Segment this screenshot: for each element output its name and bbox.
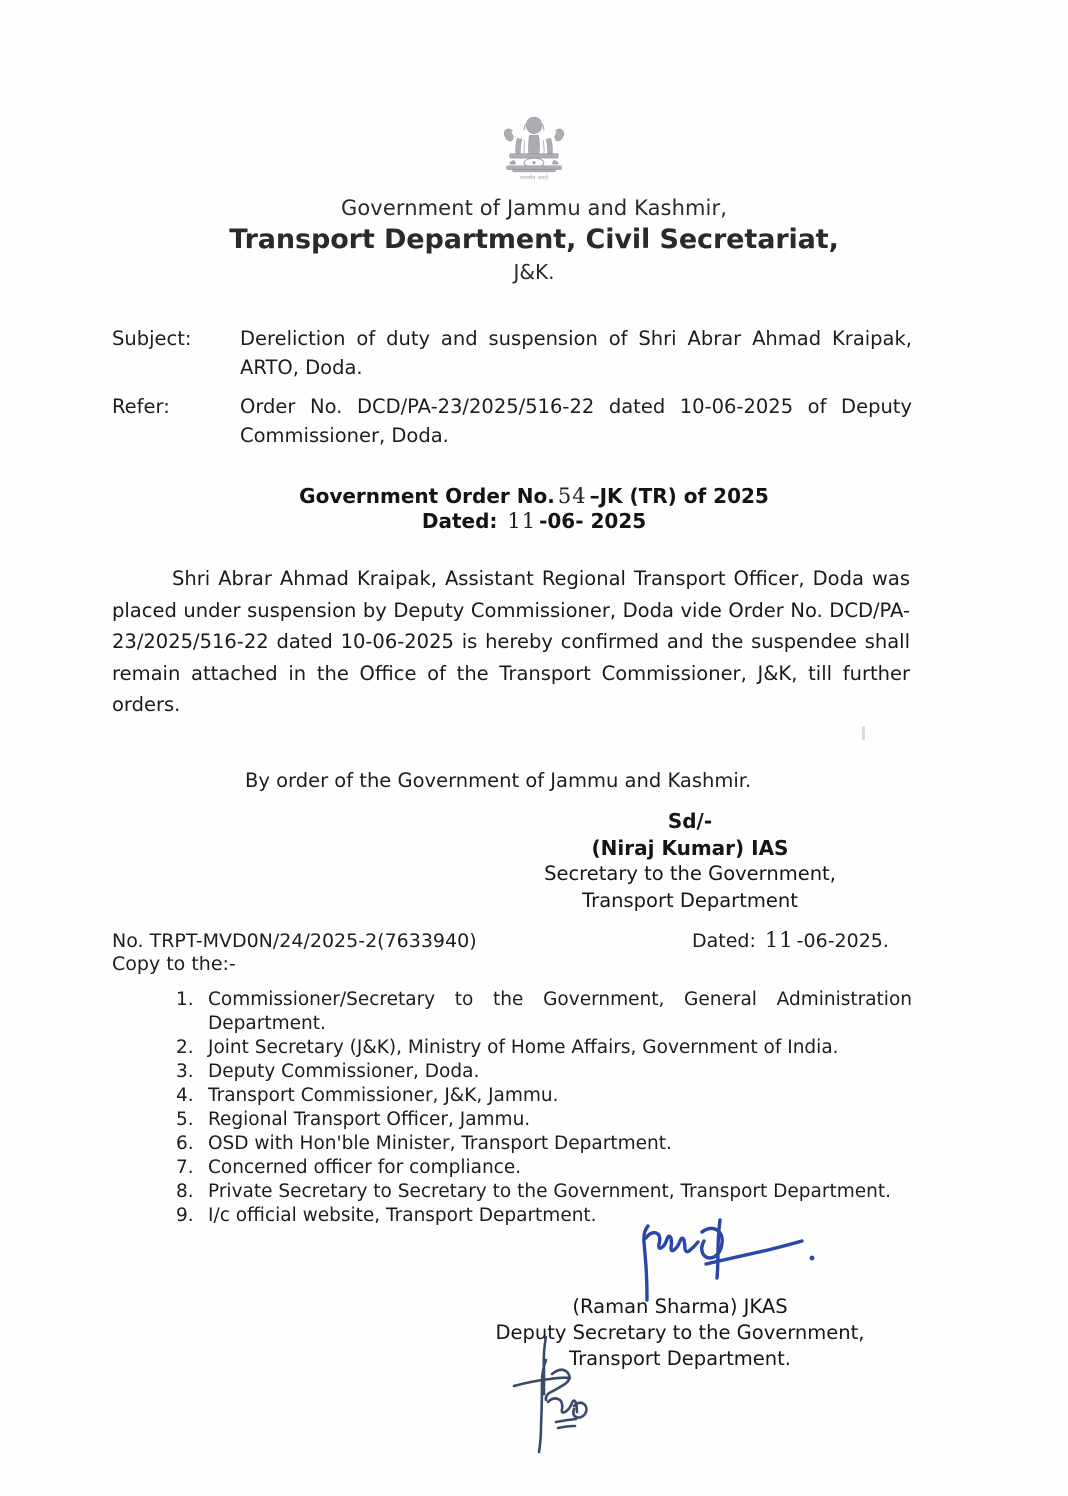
signatory-role-line1: Secretary to the Government, bbox=[544, 862, 836, 885]
refer-text: Order No. DCD/PA-23/2025/516-22 dated 10-06-2025 of Deputy Commissioner, Doda. bbox=[240, 395, 912, 447]
copy-to-item-number: 2. bbox=[176, 1037, 194, 1058]
copy-to-item bbox=[176, 1084, 912, 1108]
copy-to-item bbox=[176, 1180, 912, 1204]
copy-to-item-text: Commissioner/Secretary to the Government, General Administration Department. bbox=[208, 989, 912, 1034]
subject-row bbox=[112, 324, 912, 382]
copy-to-item-text: OSD with Hon'ble Minister, Transport Department. bbox=[208, 1133, 672, 1154]
by-order-line: By order of the Government of Jammu and Kashmir. bbox=[245, 769, 752, 792]
copy-to-list bbox=[176, 988, 912, 1228]
copy-to-item bbox=[176, 1036, 912, 1060]
copy-to-item bbox=[176, 1060, 912, 1084]
department-heading: Transport Department, Civil Secretariat, bbox=[229, 224, 839, 255]
copy-to-item-number: 5. bbox=[176, 1109, 194, 1130]
copy-to-item bbox=[176, 1204, 912, 1228]
reference-dated-day-handwritten: 11 bbox=[764, 928, 794, 952]
subject-label: Subject: bbox=[112, 327, 192, 350]
reference-dated-line bbox=[692, 928, 889, 952]
copy-to-item bbox=[176, 1156, 912, 1180]
copy-to-item bbox=[176, 1108, 912, 1132]
copy-to-item-text: Concerned officer for compliance. bbox=[208, 1157, 522, 1178]
copy-to-item-text: Private Secretary to Secretary to the Government, Transport Department. bbox=[208, 1181, 891, 1202]
copy-to-item-text: Joint Secretary (J&K), Ministry of Home Affairs, Government of India. bbox=[208, 1037, 839, 1058]
copy-to-item-text: Regional Transport Officer, Jammu. bbox=[208, 1109, 531, 1130]
copy-to-item bbox=[176, 1132, 912, 1156]
signature-block-deputy-secretary bbox=[440, 1294, 920, 1372]
signatory-role-line2: Transport Department bbox=[582, 888, 798, 912]
copy-to-label: Copy to the:- bbox=[112, 953, 236, 975]
copy-to-item-number: 4. bbox=[176, 1085, 194, 1106]
refer-label: Refer: bbox=[112, 395, 170, 418]
copy-to-item-number: 7. bbox=[176, 1157, 194, 1178]
signatory-name-deputy: (Raman Sharma) JKAS bbox=[572, 1295, 788, 1318]
government-heading: Government of Jammu and Kashmir, bbox=[340, 196, 728, 220]
subject-text: Dereliction of duty and suspension of Shri Abrar Ahmad Kraipak, ARTO, Doda. bbox=[240, 327, 912, 379]
state-abbreviation: J&K. bbox=[513, 260, 555, 284]
order-date-day-handwritten: 11 bbox=[507, 509, 537, 533]
reference-dated-rest: -06-2025. bbox=[796, 930, 889, 952]
copy-to-item-number: 6. bbox=[176, 1133, 194, 1154]
government-order-number-line bbox=[0, 484, 1068, 508]
reference-number: No. TRPT-MVD0N/24/2025-2(7633940) bbox=[112, 930, 477, 952]
order-number-prefix: Government Order No. bbox=[299, 484, 555, 508]
copy-to-item-number: 9. bbox=[176, 1205, 194, 1226]
national-emblem-container bbox=[0, 108, 1068, 188]
copy-to-item bbox=[176, 988, 912, 1036]
order-number-handwritten: 54 bbox=[557, 484, 587, 508]
reference-dated-label: Dated: bbox=[692, 930, 756, 952]
refer-row bbox=[112, 392, 912, 450]
order-date-rest: -06- 2025 bbox=[539, 509, 647, 533]
scan-artifact bbox=[862, 726, 865, 740]
government-order-date-line bbox=[0, 509, 1068, 533]
copy-to-item-text: I/c official website, Transport Department. bbox=[208, 1205, 597, 1226]
order-number-suffix: –JK (TR) of 2025 bbox=[589, 484, 769, 508]
signatory-name-secretary: (Niraj Kumar) IAS bbox=[591, 835, 789, 860]
copy-to-item-number: 8. bbox=[176, 1181, 194, 1202]
copy-to-item-number: 3. bbox=[176, 1061, 194, 1082]
sd-marker: Sd/- bbox=[667, 809, 713, 833]
signature-block-secretary bbox=[470, 808, 910, 914]
ashoka-emblem-icon bbox=[496, 108, 572, 184]
copy-to-item-number: 1. bbox=[176, 989, 194, 1010]
order-body-paragraph: Shri Abrar Ahmad Kraipak, Assistant Regional Transport Officer, Doda was placed under suspension by Deputy Commissioner, Doda vide Order No. DCD/PA-23/2025/516-22 dated 10-06-2025 is hereby confirmed and the suspendee shall remain attached in the Office of the Transport Commissioner, J&K, till further orders. bbox=[112, 567, 910, 716]
signatory-deputy-role-line1: Deputy Secretary to the Government, bbox=[495, 1321, 865, 1344]
signatory-deputy-role-line2: Transport Department. bbox=[569, 1347, 791, 1370]
copy-to-item-text: Transport Commissioner, J&K, Jammu. bbox=[208, 1085, 559, 1106]
order-date-label: Dated: bbox=[421, 509, 498, 533]
emblem-motto-text: सत्यमेव जयते bbox=[520, 175, 548, 182]
copy-to-item-text: Deputy Commissioner, Doda. bbox=[208, 1061, 480, 1082]
